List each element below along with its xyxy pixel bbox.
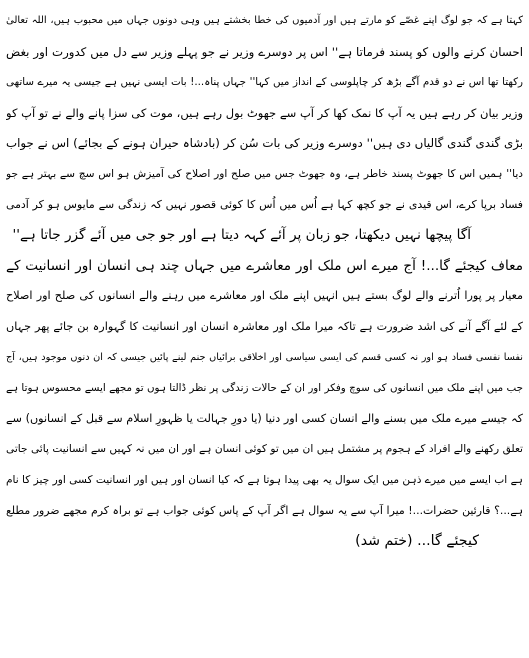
text-line: ہے اب ایسے میں میرے ذہن میں ایک سوال یہ بھی پیدا ہوتا ہے کہ کیا انسان اور ہیں اور انسانیت کسی اور چیز کا نام (6, 473, 523, 486)
closing-line: کیجئے گا... (ختم شد) (355, 533, 479, 550)
text-line: کہتا ہے کہ جو لوگ اپنے غصّے کو مارتے ہیں اور آدمیوں کی خطا بخشتے ہیں وہی دونوں جہاں میں محبوب ہیں، اللہ تعالیٰ (6, 15, 523, 26)
text-line: فساد برپا کرے، اس قیدی نے جو کچھ کہا ہے اُس میں اُس کا کوئی قصور نہیں کہ زندگی سے مایوس ہو کر آدمی (6, 197, 523, 211)
text-line: وزیر بیان کر رہے ہیں یہ آپ کا نمک کھا کر آپ سے جھوٹ بول رہے ہیں، موت کی سزا پانے والے نے تو آپ کو (6, 105, 523, 120)
text-line: احسان کرنے والوں کو پسند فرماتا ہے'' اس پر دوسرے وزیر نے جو پہلے وزیر سے دل میں کدورت اور بغض (6, 44, 523, 59)
text-line: رکھتا تھا اس نے دو قدم آگے بڑھ کر چاپلوسی کے انداز میں کہا'' جہاں پناہ...! بات ایسی نہیں ہے جیسی یہ میرے ساتھی (6, 76, 523, 89)
text-line: جب میں اپنے ملک میں انسانوں کی سوچ وفکر اور ان کے حالات زندگی پر نظر ڈالتا ہوں تو مجھے ایسے محسوس ہوتا ہے (6, 382, 523, 395)
text-line: آگا پیچھا نہیں دیکھتا، جو زبان پر آئے کہہ دیتا ہے اور جو جی میں آئے گزر جاتا ہے'' (12, 227, 471, 244)
text-line: تعلق رکھنے والے افراد کے ہجوم پر مشتمل ہیں ان میں تو کوئی انسان ہے اور ان میں نہ کہیں سے انسانیت پائی جاتی (6, 443, 523, 456)
text-line: معاف کیجئے گا...! آج میرے اس ملک اور معاشرے میں جہاں چند ہی انسان اور انسانیت کے (6, 257, 523, 274)
text-line: کہ جیسے میرے ملک میں بسنے والے انسان کسی اور دنیا (یا دورِ جہالت یا ظہورِ اسلام سے قبل کے انسانوں) سے (6, 411, 523, 425)
text-line: بڑی گندی گندی گالیاں دی ہیں'' دوسرے وزیر کی بات سُن کر (بادشاہ حیران ہونے کے بجائے) اس نے جواب (6, 136, 523, 151)
text-line: ہے...؟ قارئین حضرات...! میرا آپ سے یہ سوال ہے اگر آپ کے پاس کوئی جواب ہے تو براہ کرم مجھے ضرور مطلع (6, 503, 523, 517)
text-line: نفسا نفسی فساد ہو اور نہ کسی قسم کی ایسی سیاسی اور اخلاقی برائیاں جنم لینے پائیں جیسی کہ ان دنوں موجود ہیں، آج (6, 351, 523, 363)
text-line: معیار پر پورا اُترنے والے لوگ بستے ہیں انہیں اپنے ملک اور معاشرے میں رہنے والے انسانوں کی صلح اور اصلاح (6, 289, 523, 303)
text-line: دیا'' ہمیں اس کا جھوٹ پسند خاطر ہے، وہ جھوٹ جس میں صلح اور اصلاح کی آمیزش ہو اس سچ سے بہتر ہے جو (6, 167, 523, 180)
text-line: کے لئے آگے آنے کی اشد ضرورت ہے تاکہ میرا ملک اور معاشرہ انسان اور انسانیت کا گہوارہ بن جائے پھر جہاں (6, 319, 523, 333)
